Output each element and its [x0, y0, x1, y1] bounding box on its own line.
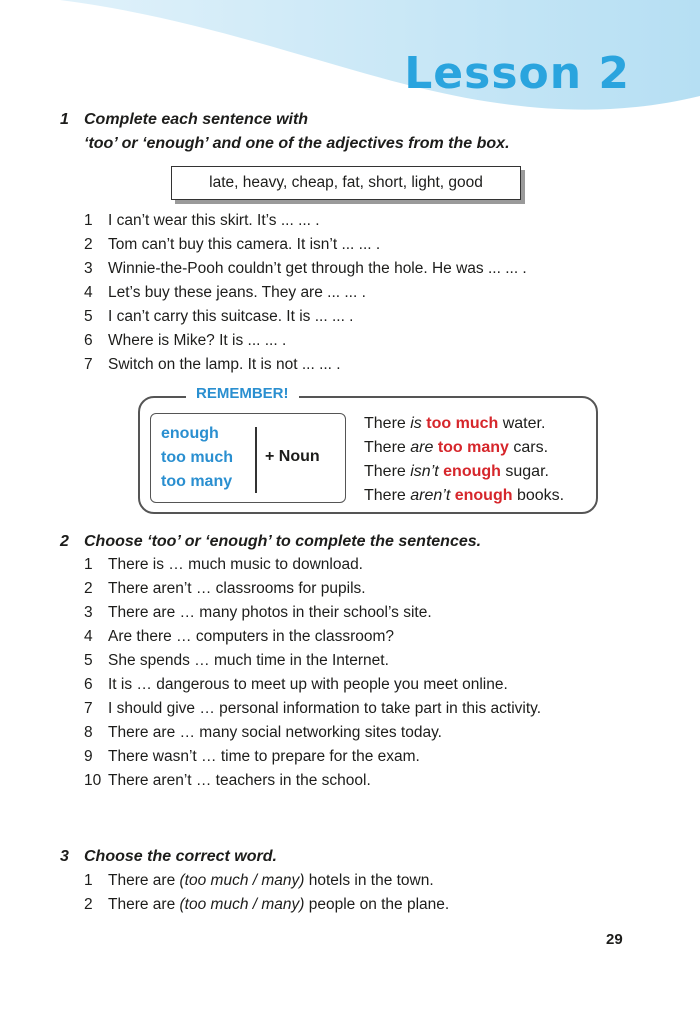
- list-item: 6 It is … dangerous to meet up with people you meet online.: [84, 676, 508, 693]
- list-item: 7 Switch on the lamp. It is not ... ... .: [84, 356, 341, 373]
- list-item: 3 Winnie-the-Pooh couldn’t get through the hole. He was ... ... .: [84, 260, 527, 277]
- exercise-3-list: [84, 869, 449, 917]
- list-item: 9 There wasn’t … time to prepare for the exam.: [84, 748, 420, 765]
- example-sentence: There is too much water.: [364, 415, 546, 432]
- lesson-title: Lesson 2: [404, 48, 630, 99]
- exercise-1-list: [84, 209, 527, 377]
- exercise-2-instruction: 2 Choose ‘too’ or ‘enough’ to complete the sentences.: [60, 530, 481, 554]
- list-item: 4 Let’s buy these jeans. They are ... ... .: [84, 284, 366, 301]
- list-item: 6 Where is Mike? It is ... ... .: [84, 332, 287, 349]
- list-item: 10 There aren’t … teachers in the school.: [84, 772, 371, 789]
- remember-examples: [364, 412, 564, 508]
- example-sentence: There are too many cars.: [364, 439, 549, 456]
- list-item: 1 I can’t wear this skirt. It’s ... ... .: [84, 212, 320, 229]
- exercise-3-number: 3: [60, 848, 69, 865]
- list-item: 3 There are … many photos in their school’s site.: [84, 604, 432, 621]
- quantifier-enough: enough: [161, 425, 219, 442]
- list-item: 5 I can’t carry this suitcase. It is ... ... .: [84, 308, 354, 325]
- list-item: 1 There are (too much / many) hotels in the town.: [84, 872, 434, 889]
- exercise-1-number: 1: [60, 111, 69, 128]
- exercise-1-instruction: 1 Complete each sentence with ‘too’ or ‘enough’ and one of the adjectives from the box.: [60, 108, 510, 156]
- divider: [255, 427, 257, 493]
- remember-label: REMEMBER!: [186, 385, 299, 402]
- list-item: 1 There is … much music to download.: [84, 556, 363, 573]
- exercise-2-number: 2: [60, 533, 69, 550]
- list-item: 2 Tom can’t buy this camera. It isn’t ... ... .: [84, 236, 381, 253]
- page-number: 29: [606, 931, 623, 948]
- list-item: 5 She spends … much time in the Internet.: [84, 652, 389, 669]
- quantifier-too-much: too much: [161, 449, 233, 466]
- quantifier-too-many: too many: [161, 473, 233, 490]
- example-sentence: There aren’t enough books.: [364, 487, 565, 504]
- example-sentence: There isn’t enough sugar.: [364, 463, 549, 480]
- quantifier-list: [161, 422, 233, 494]
- exercise-2-list: [84, 553, 564, 793]
- exercise-3-instruction: 3 Choose the correct word.: [60, 845, 277, 869]
- list-item: 4 Are there … computers in the classroom?: [84, 628, 395, 645]
- list-item: 2 There aren’t … classrooms for pupils.: [84, 580, 366, 597]
- plus-noun: + Noun: [265, 448, 320, 465]
- adjectives-box: late, heavy, cheap, fat, short, light, good: [171, 166, 521, 200]
- list-item: 2 There are (too much / many) people on the plane.: [84, 896, 450, 913]
- list-item: 7 I should give … personal information to take part in this activity.: [84, 700, 542, 717]
- list-item: 8 There are … many social networking sites today.: [84, 724, 442, 741]
